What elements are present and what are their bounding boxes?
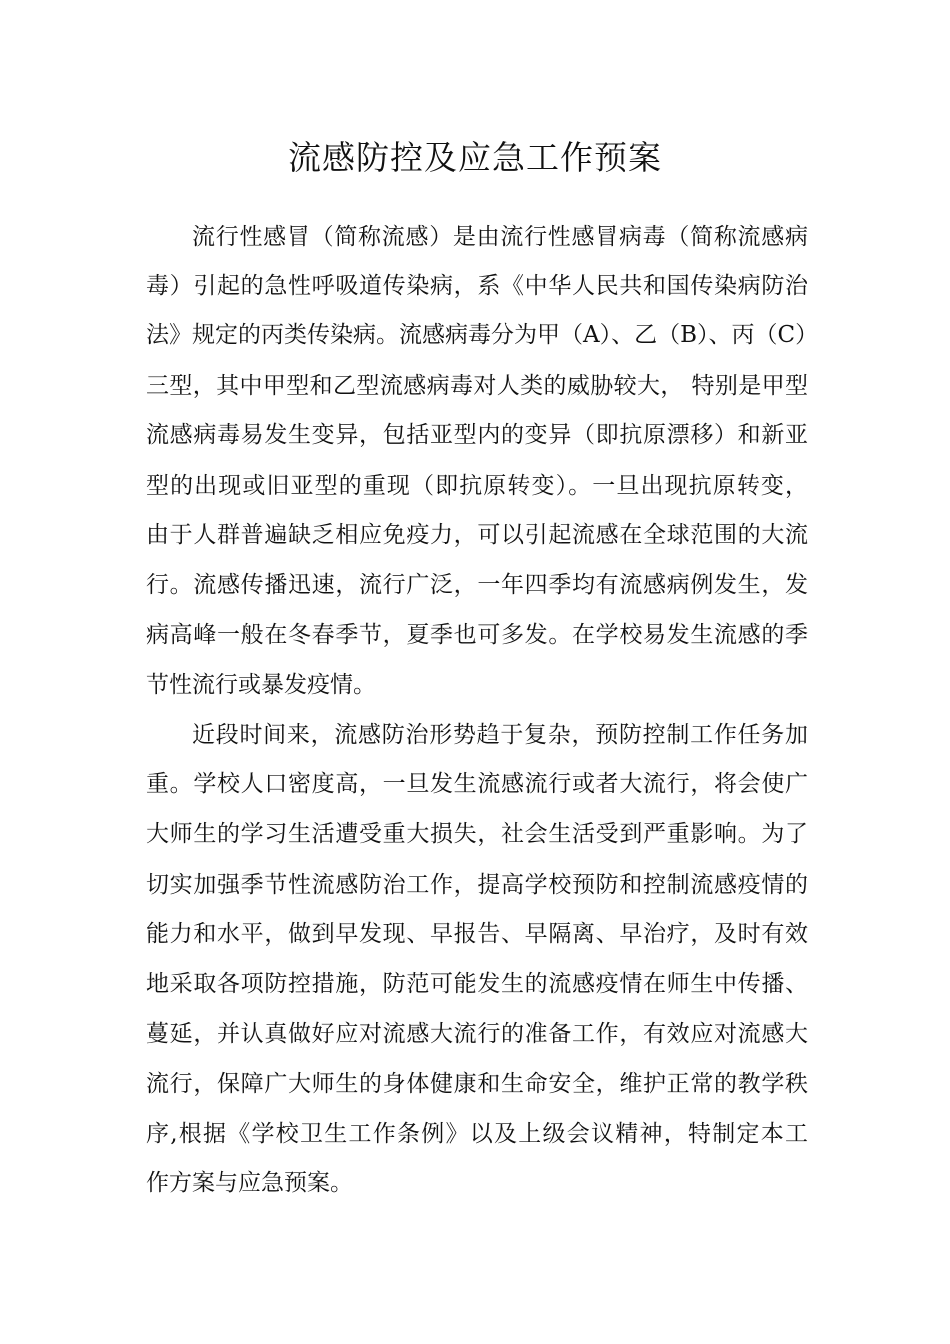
paragraph-line: 由于人群普遍缺乏相应免疫力，可以引起流感在全球范围的大流 [146,522,808,548]
paragraph-line: 作方案与应急预案。 [146,1170,353,1196]
paragraph-line: 毒）引起的急性呼吸道传染病，系《中华人民共和国传染病防治 [146,273,808,299]
paragraph-line: 能力和水平，做到早发现、早报告、早隔离、早治疗，及时有效 [146,921,808,947]
paragraph-line: 节性流行或暴发疫情。 [146,672,376,698]
paragraph-line: 序,根据《学校卫生工作条例》以及上级会议精神，特制定本工 [146,1121,808,1147]
paragraph-line: 地采取各项防控措施，防范可能发生的流感疫情在师生中传播、 [146,971,808,997]
paragraph-line: 三型，其中甲型和乙型流感病毒对人类的威胁较大， 特别是甲型 [146,373,808,399]
paragraph-line: 型的出现或旧亚型的重现（即抗原转变）。一旦出现抗原转变， [146,473,808,499]
paragraph-line: 流感病毒易发生变异，包括亚型内的变异（即抗原漂移）和新亚 [146,422,808,448]
paragraph-line: 法》规定的丙类传染病。流感病毒分为甲（A）、乙（B）、丙（C） [146,322,819,348]
paragraph-line: 近段时间来，流感防治形势趋于复杂，预防控制工作任务加 [192,722,808,748]
paragraph-line: 大师生的学习生活遭受重大损失，社会生活受到严重影响。为了 [146,821,808,847]
paragraph-line: 蔓延，并认真做好应对流感大流行的准备工作，有效应对流感大 [146,1021,808,1047]
paragraph-line: 病高峰一般在冬春季节，夏季也可多发。在学校易发生流感的季 [146,622,808,648]
paragraph-line: 行。流感传播迅速，流行广泛，一年四季均有流感病例发生，发 [146,572,808,598]
paragraph-line: 重。学校人口密度高，一旦发生流感流行或者大流行，将会使广 [146,771,808,797]
document-title: 流感防控及应急工作预案 [288,138,662,177]
paragraph-line: 流行性感冒（简称流感）是由流行性感冒病毒（简称流感病 [192,224,808,250]
paragraph-line: 切实加强季节性流感防治工作，提高学校预防和控制流感疫情的 [146,872,808,898]
paragraph-line: 流行，保障广大师生的身体健康和生命安全，维护正常的教学秩 [146,1071,808,1097]
